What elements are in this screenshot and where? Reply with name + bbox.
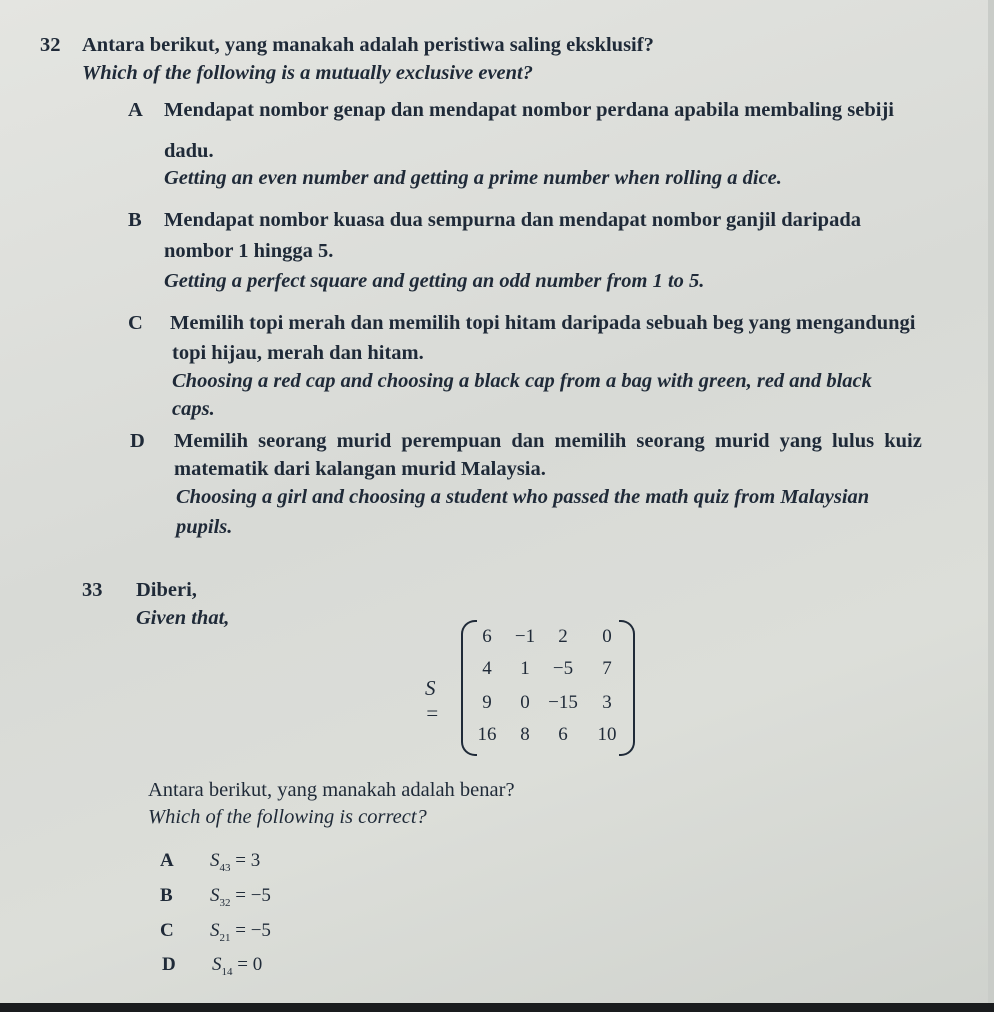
option-d-letter[interactable]: D (130, 430, 145, 452)
matrix-cell: 16 (477, 724, 497, 745)
option-d-malay-line1: Memilih seorang murid perempuan dan memilih seorang murid yang lulus kuiz (174, 430, 922, 452)
matrix-cell: 9 (482, 692, 492, 713)
option-rhs: = −5 (230, 920, 271, 941)
question-32-stem-english: Which of the following is a mutually exclusive event? (82, 62, 533, 84)
matrix-cell: 0 (602, 626, 612, 647)
option-d-english-line1: Choosing a girl and choosing a student who passed the math quiz from Malaysian (176, 486, 870, 508)
option-letter: C (160, 920, 174, 941)
option-var: S (210, 885, 220, 906)
option-a-letter[interactable]: A (128, 99, 143, 121)
option-c-malay-line2: topi hijau, merah dan hitam. (172, 342, 424, 364)
question-33-stem-english: Which of the following is correct? (148, 806, 427, 828)
option-c-english-line2: caps. (172, 398, 215, 420)
bottom-edge (0, 1003, 994, 1012)
question-33-stem-malay: Antara berikut, yang manakah adalah benar? (148, 779, 515, 801)
matrix-cell: −5 (552, 658, 574, 679)
option-subscript: 43 (219, 861, 231, 874)
matrix-cell: 1 (520, 658, 530, 679)
option-subscript: 32 (219, 896, 231, 909)
option-expression (212, 954, 262, 978)
option-var: S (210, 920, 220, 941)
matrix-cell: 3 (602, 692, 612, 713)
question-32-stem-malay: Antara berikut, yang manakah adalah peristiwa saling eksklusif? (82, 34, 654, 56)
option-letter: B (160, 885, 173, 906)
option-a-malay-line1: Mendapat nombor genap dan mendapat nombor perdana apabila membaling sebiji (164, 99, 894, 121)
page-edge (988, 0, 994, 1003)
option-d-english-line2: pupils. (176, 516, 233, 538)
question-32-number: 32 (40, 34, 61, 56)
option-subscript: 14 (221, 965, 233, 978)
option-a-english: Getting an even number and getting a prime number when rolling a dice. (164, 167, 782, 189)
option-letter: A (160, 850, 174, 871)
option-b-english: Getting a perfect square and getting an odd number from 1 to 5. (164, 270, 705, 292)
option-rhs: = 3 (230, 850, 261, 871)
option-expression (210, 885, 271, 909)
option-expression (210, 850, 260, 874)
option-b-malay-line1: Mendapat nombor kuasa dua sempurna dan mendapat nombor ganjil daripada (164, 209, 861, 231)
option-b-letter[interactable]: B (128, 209, 142, 231)
matrix-label: S = (425, 676, 440, 725)
option-c-letter[interactable]: C (128, 312, 143, 334)
matrix-cell: −15 (548, 692, 578, 713)
matrix-cell: 2 (558, 626, 568, 647)
option-c-english-line1: Choosing a red cap and choosing a black cap from a bag with green, red and black (172, 370, 872, 392)
option-expression (210, 920, 271, 944)
matrix-cell: 7 (602, 658, 612, 679)
option-subscript: 21 (219, 931, 231, 944)
question-33-number: 33 (82, 579, 103, 601)
question-33-given-english: Given that, (136, 607, 230, 629)
matrix-cell: 8 (520, 724, 530, 745)
matrix-cell: 10 (597, 724, 617, 745)
option-d-malay-line2: matematik dari kalangan murid Malaysia. (174, 458, 546, 480)
option-a-malay-line2: dadu. (164, 140, 214, 162)
matrix-cell: 4 (482, 658, 492, 679)
option-rhs: = 0 (232, 954, 263, 975)
option-var: S (210, 850, 220, 871)
option-var: S (212, 954, 222, 975)
matrix-cell: −1 (514, 626, 536, 647)
question-33-given-malay: Diberi, (136, 579, 197, 601)
matrix-cell: 6 (558, 724, 568, 745)
option-letter: D (162, 954, 176, 975)
matrix-cell: 0 (520, 692, 530, 713)
matrix-cell: 6 (482, 626, 492, 647)
option-c-malay-line1: Memilih topi merah dan memilih topi hitam daripada sebuah beg yang mengandungi (170, 312, 916, 334)
option-b-malay-line2: nombor 1 hingga 5. (164, 240, 334, 262)
option-rhs: = −5 (230, 885, 271, 906)
